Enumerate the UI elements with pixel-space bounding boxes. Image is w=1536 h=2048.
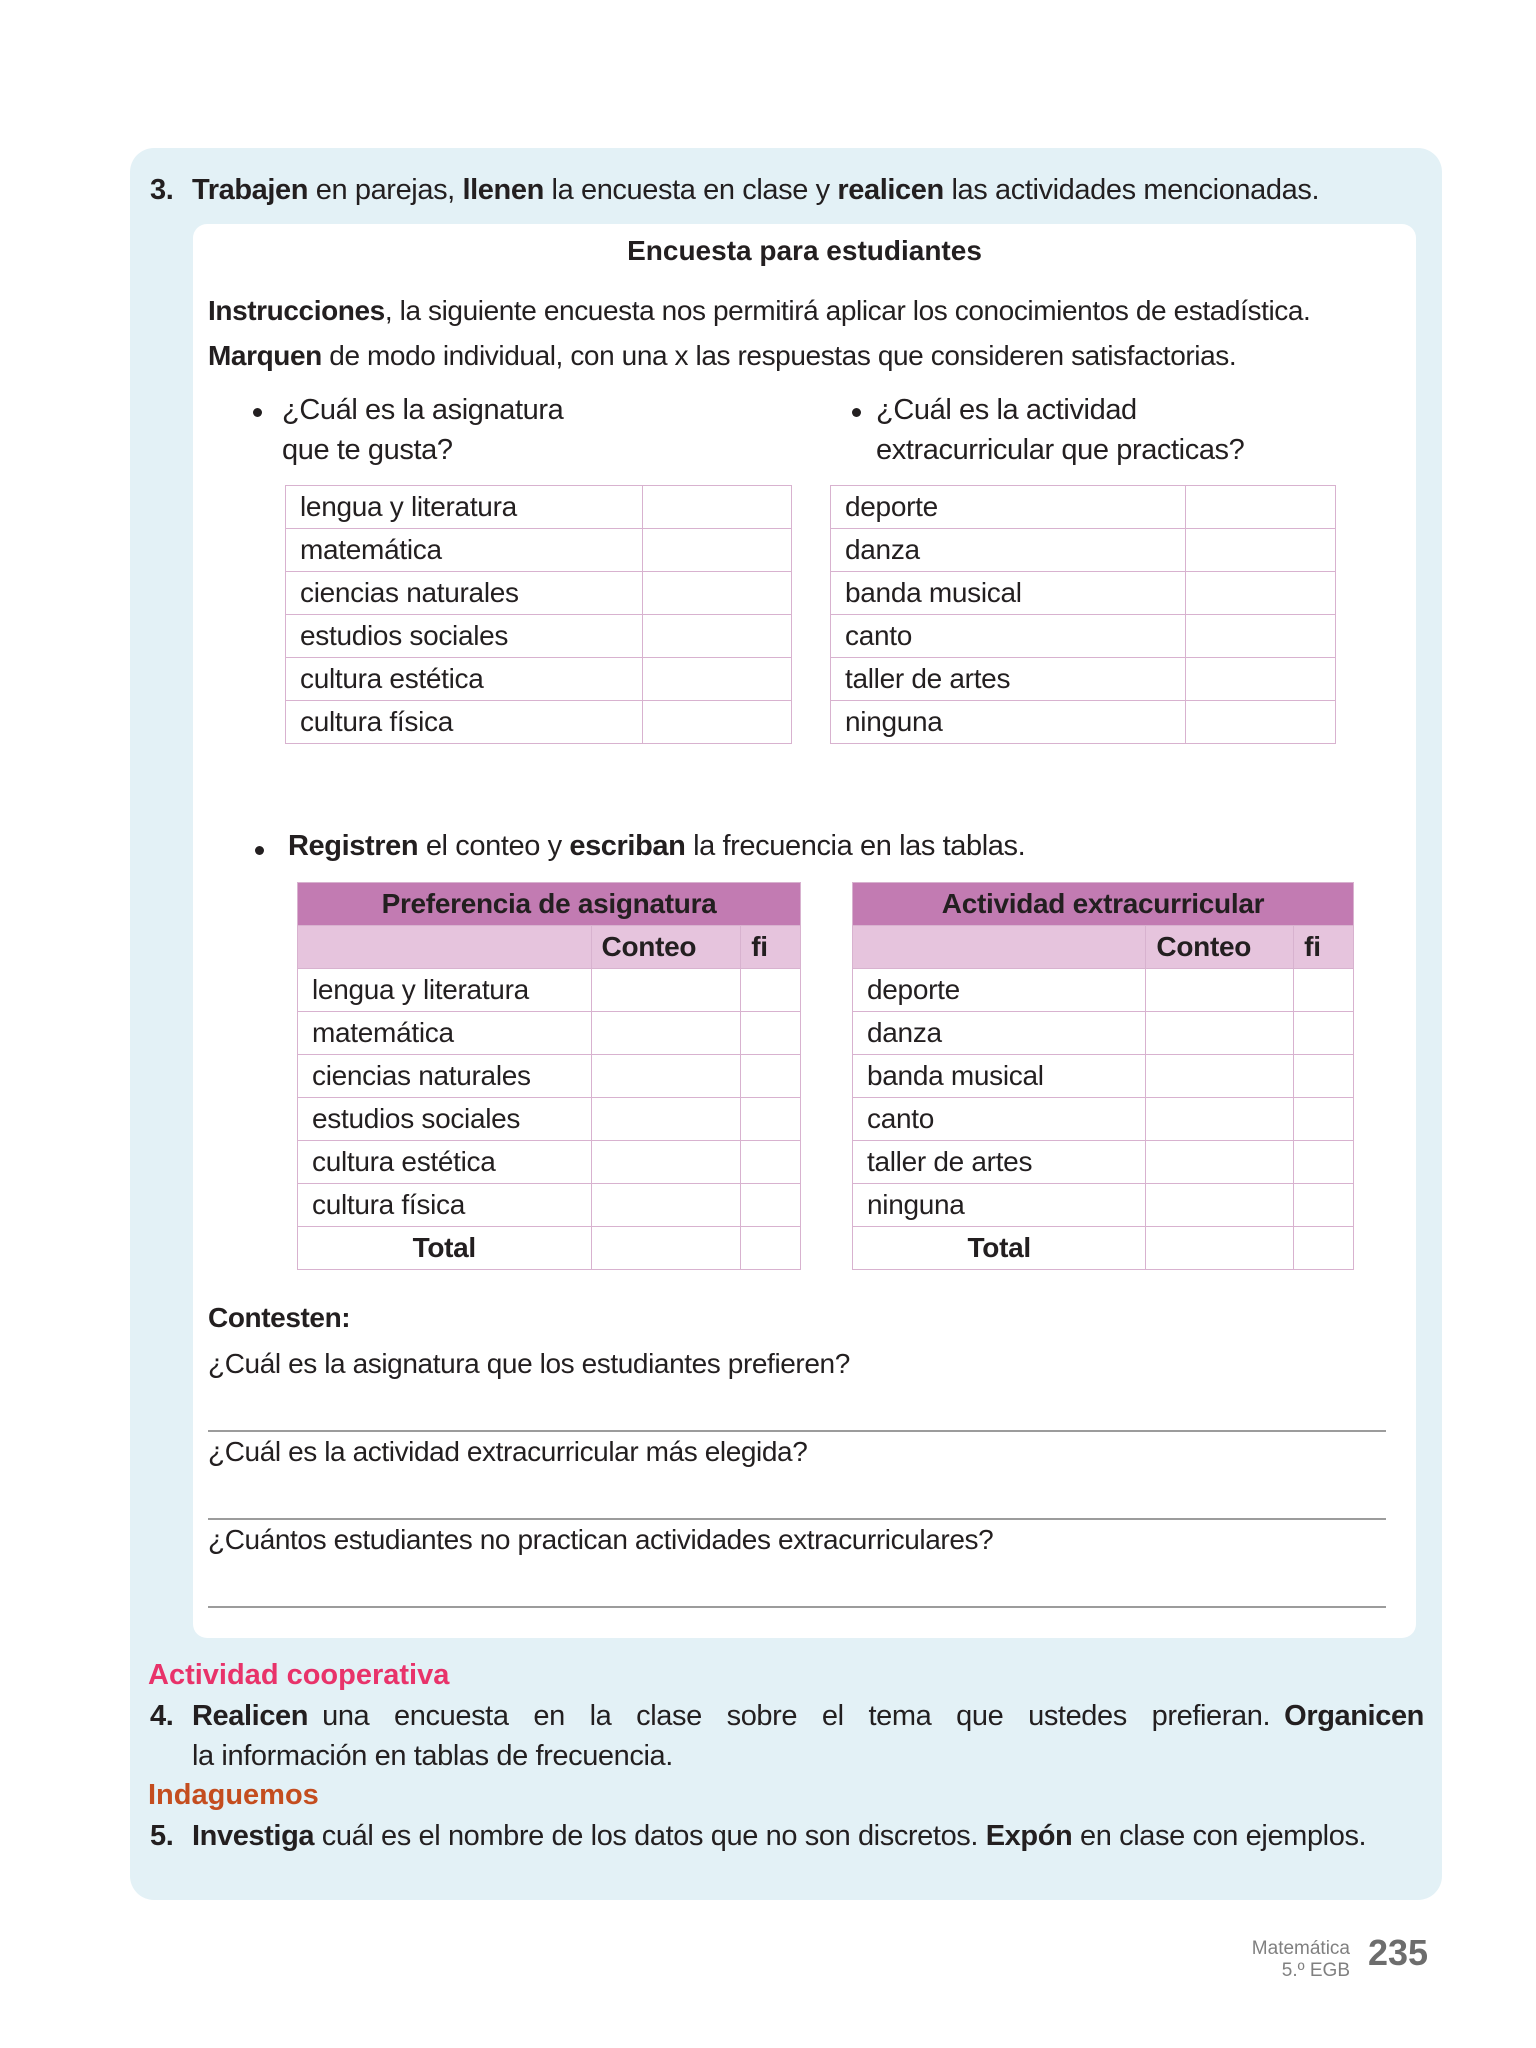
count-cell[interactable]: [1146, 1098, 1294, 1141]
table-row: [298, 969, 801, 1012]
verb-trabajen: Trabajen: [192, 174, 309, 206]
question-line: que te gusta?: [282, 434, 453, 466]
option-label: canto: [831, 615, 1186, 658]
instructions-label: Instrucciones: [208, 295, 385, 326]
instructions-text: , la siguiente encuesta nos permitirá aplicar los conocimientos de estadística.: [384, 295, 1311, 326]
checkbox-cell[interactable]: [642, 529, 791, 572]
checkbox-cell[interactable]: [642, 658, 791, 701]
fi-cell[interactable]: [1294, 1184, 1354, 1227]
fi-cell[interactable]: [741, 1141, 801, 1184]
fi-cell[interactable]: [1294, 1012, 1354, 1055]
option-label: lengua y literatura: [286, 486, 643, 529]
checkbox-cell[interactable]: [1186, 486, 1336, 529]
row-label: taller de artes: [853, 1141, 1146, 1184]
row-label: ciencias naturales: [298, 1055, 592, 1098]
cooperative-heading: Actividad cooperativa: [148, 1659, 450, 1691]
mark-text: de modo individual, con una x las respuestas que consideren satisfactorias.: [321, 340, 1237, 371]
table-row: [831, 658, 1336, 701]
table-row: [853, 1012, 1354, 1055]
text: en parejas,: [308, 174, 463, 206]
survey-table-subjects: [285, 485, 792, 744]
fi-cell[interactable]: [741, 1012, 801, 1055]
header-fi: fi: [741, 926, 801, 969]
exercise-number: 5.: [150, 1820, 174, 1852]
option-label: deporte: [831, 486, 1186, 529]
checkbox-cell[interactable]: [642, 572, 791, 615]
table-row: [298, 1098, 801, 1141]
count-cell[interactable]: [591, 1012, 741, 1055]
count-cell[interactable]: [591, 1184, 741, 1227]
total-fi-cell[interactable]: [1294, 1227, 1354, 1270]
table-row: [286, 572, 792, 615]
bullet-icon: [253, 408, 262, 417]
exercise-number: 4.: [150, 1700, 174, 1732]
count-cell[interactable]: [1146, 1184, 1294, 1227]
row-label: banda musical: [853, 1055, 1146, 1098]
row-label: ninguna: [853, 1184, 1146, 1227]
fi-cell[interactable]: [741, 1055, 801, 1098]
total-count-cell[interactable]: [1146, 1227, 1294, 1270]
table-row: [831, 486, 1336, 529]
table-row: [853, 1098, 1354, 1141]
footer-subject-name: Matemática: [1251, 1938, 1350, 1959]
survey-question-subject: [282, 390, 563, 470]
table-row: [831, 572, 1336, 615]
page-number: 235: [1368, 1932, 1429, 1973]
exercise-number: 3.: [150, 174, 174, 206]
answer-question-1: ¿Cuál es la asignatura que los estudiantes prefieren?: [208, 1348, 850, 1379]
table-header-row: [853, 926, 1354, 969]
exercise-4-line-1: [150, 1700, 1424, 1733]
verb-realicen: realicen: [837, 174, 944, 206]
row-label: matemática: [298, 1012, 592, 1055]
question-line: extracurricular que practicas?: [876, 434, 1245, 466]
table-row: [298, 1012, 801, 1055]
answer-line-1[interactable]: [208, 1430, 1386, 1432]
option-label: taller de artes: [831, 658, 1186, 701]
verb-organicen: Organicen: [1284, 1700, 1424, 1732]
header-empty: [853, 926, 1146, 969]
question-line: ¿Cuál es la asignatura: [282, 394, 564, 426]
bullet-icon: [255, 846, 264, 855]
checkbox-cell[interactable]: [1186, 658, 1336, 701]
option-label: danza: [831, 529, 1186, 572]
option-label: ciencias naturales: [286, 572, 643, 615]
fi-cell[interactable]: [741, 1184, 801, 1227]
count-cell[interactable]: [1146, 1012, 1294, 1055]
text: la frecuencia en las tablas.: [685, 830, 1026, 862]
verb-registren: Registren: [288, 830, 419, 862]
total-row: [853, 1227, 1354, 1270]
header-conteo: Conteo: [1146, 926, 1294, 969]
option-label: cultura estética: [286, 658, 643, 701]
row-label: cultura física: [298, 1184, 592, 1227]
verb-expon: Expón: [985, 1820, 1073, 1852]
mark-label: Marquen: [208, 340, 322, 371]
verb-investiga: Investiga: [192, 1820, 315, 1852]
row-label: danza: [853, 1012, 1146, 1055]
frequency-table-activities: [852, 882, 1354, 1270]
table-row: [286, 529, 792, 572]
verb-escriban: escriban: [569, 830, 686, 862]
count-cell[interactable]: [591, 1055, 741, 1098]
option-label: ninguna: [831, 701, 1186, 744]
text: el conteo y: [418, 830, 570, 862]
header-fi: fi: [1294, 926, 1354, 969]
fi-cell[interactable]: [741, 1098, 801, 1141]
checkbox-cell[interactable]: [642, 615, 791, 658]
fi-cell[interactable]: [1294, 969, 1354, 1012]
answers-heading: Contesten:: [208, 1302, 351, 1333]
text: las actividades mencionadas.: [943, 174, 1320, 206]
table-title-row: [853, 883, 1354, 926]
row-label: deporte: [853, 969, 1146, 1012]
total-label: Total: [853, 1227, 1146, 1270]
table-row: [853, 1055, 1354, 1098]
row-label: lengua y literatura: [298, 969, 592, 1012]
count-cell[interactable]: [1146, 1055, 1294, 1098]
text: en clase con ejemplos.: [1072, 1820, 1367, 1852]
table-row: [298, 1055, 801, 1098]
option-label: cultura física: [286, 701, 643, 744]
survey-mark-instructions: [208, 340, 1236, 372]
fi-cell[interactable]: [1294, 1055, 1354, 1098]
fi-cell[interactable]: [1294, 1141, 1354, 1184]
row-label: cultura estética: [298, 1141, 592, 1184]
survey-title: Encuesta para estudiantes: [627, 235, 982, 266]
verb-realicen: Realicen: [192, 1700, 309, 1732]
row-label: canto: [853, 1098, 1146, 1141]
table-row: [853, 1184, 1354, 1227]
option-label: banda musical: [831, 572, 1186, 615]
table-title: Actividad extracurricular: [853, 883, 1354, 926]
table-title-row: [298, 883, 801, 926]
footer-grade: 5.º EGB: [1281, 1960, 1350, 1981]
table-header-row: [298, 926, 801, 969]
count-cell[interactable]: [591, 969, 741, 1012]
table-row: [298, 1184, 801, 1227]
row-label: estudios sociales: [298, 1098, 592, 1141]
checkbox-cell[interactable]: [642, 486, 791, 529]
total-row: [298, 1227, 801, 1270]
survey-question-activity: [876, 390, 1244, 470]
inquiry-heading: Indaguemos: [148, 1779, 319, 1811]
option-label: estudios sociales: [286, 615, 643, 658]
total-label: Total: [298, 1227, 592, 1270]
text: una encuesta en la clase sobre el tema que ustedes prefieran.: [322, 1700, 1271, 1732]
header-conteo: Conteo: [591, 926, 741, 969]
answer-line-2[interactable]: [208, 1518, 1386, 1520]
count-cell[interactable]: [591, 1098, 741, 1141]
total-fi-cell[interactable]: [741, 1227, 801, 1270]
survey-instructions: [208, 295, 1310, 327]
header-empty: [298, 926, 592, 969]
answer-line-3[interactable]: [208, 1606, 1386, 1608]
checkbox-cell[interactable]: [642, 701, 791, 744]
table-row: [831, 615, 1336, 658]
exercise-4-line-2: la información en tablas de frecuencia.: [192, 1740, 673, 1772]
bullet-icon: [852, 408, 861, 417]
text: cuál es el nombre de los datos que no son discretos.: [314, 1820, 986, 1852]
text: la encuesta en clase y: [543, 174, 838, 206]
frequency-table-subjects: [297, 882, 801, 1270]
answer-question-2: ¿Cuál es la actividad extracurricular más elegida?: [208, 1436, 808, 1467]
table-row: [853, 969, 1354, 1012]
checkbox-cell[interactable]: [1186, 615, 1336, 658]
count-cell[interactable]: [1146, 1141, 1294, 1184]
checkbox-cell[interactable]: [1186, 529, 1336, 572]
footer-subject: [1252, 1938, 1350, 1982]
count-cell[interactable]: [591, 1141, 741, 1184]
exercise-5-instruction: [150, 1820, 1366, 1853]
total-count-cell[interactable]: [591, 1227, 741, 1270]
table-row: [853, 1141, 1354, 1184]
table-row: [286, 701, 792, 744]
checkbox-cell[interactable]: [1186, 701, 1336, 744]
answer-question-3: ¿Cuántos estudiantes no practican actividades extracurriculares?: [208, 1524, 994, 1555]
survey-table-activities: [830, 485, 1336, 744]
table-row: [286, 615, 792, 658]
table-title: Preferencia de asignatura: [298, 883, 801, 926]
exercise-3-instruction: [150, 174, 1319, 207]
table-row: [286, 486, 792, 529]
table-row: [831, 701, 1336, 744]
question-line: ¿Cuál es la actividad: [876, 394, 1137, 426]
table-row: [831, 529, 1336, 572]
checkbox-cell[interactable]: [1186, 572, 1336, 615]
count-cell[interactable]: [1146, 969, 1294, 1012]
option-label: matemática: [286, 529, 643, 572]
fi-cell[interactable]: [1294, 1098, 1354, 1141]
table-row: [298, 1141, 801, 1184]
verb-llenen: llenen: [462, 174, 544, 206]
fi-cell[interactable]: [741, 969, 801, 1012]
table-row: [286, 658, 792, 701]
register-instruction: [288, 830, 1025, 863]
